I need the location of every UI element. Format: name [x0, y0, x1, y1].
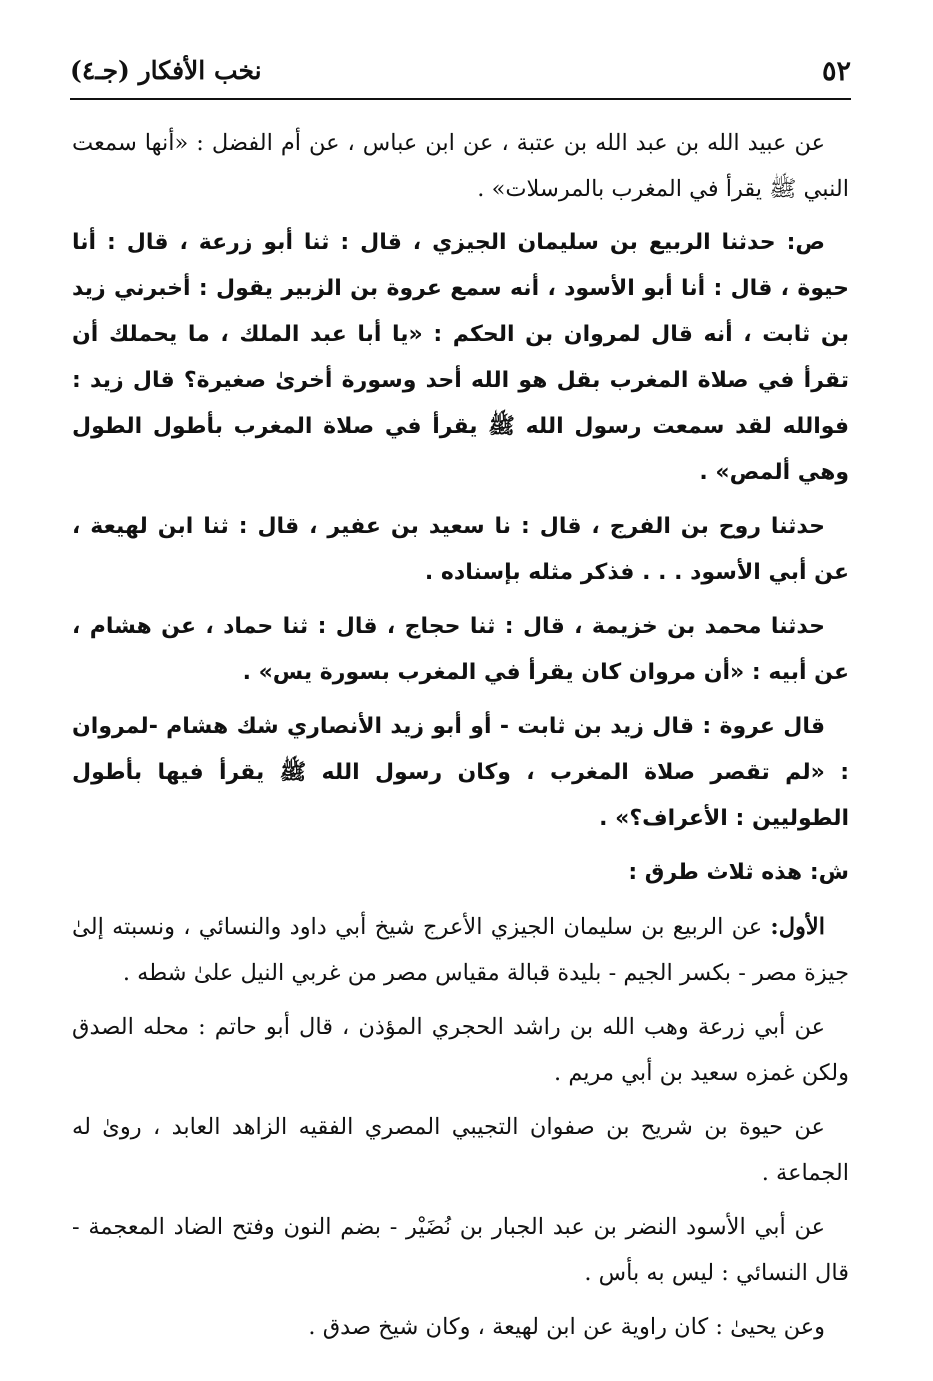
page-number: ٥٢ — [821, 56, 851, 87]
heading-text: ش: هذه ثلاث طرق : — [628, 860, 849, 885]
paragraph-11 — [72, 1304, 849, 1350]
paragraph-5 — [72, 704, 849, 842]
paragraph-text: عن حيوة بن شريح بن صفوان التجيبي المصري الفقيه الزاهد العابد ، روىٰ له الجماعة . — [72, 1114, 849, 1186]
page-header — [70, 52, 851, 98]
paragraph-text: عن أبي زرعة وهب الله بن راشد الحجري المؤذن ، قال أبو حاتم : محله الصدق ولكن غمزه سعيد بن أبي مريم . — [72, 1014, 849, 1086]
paragraph-text: حدثنا الربيع بن سليمان الجيزي ، قال : ثنا أبو زرعة ، قال : أنا حيوة ، قال : أنا أبو الأسود ، أنه سمع عروة بن الزبير يقول : أخبرني زيد بن ثابت ، أنه قال لمروان بن الحكم : «يا أبا عبد الملك ، ما يحملك أن تقرأ في صلاة المغرب بقل هو الله أحد وسورة أخرىٰ صغيرة؟ قال زيد : فوالله لقد سمعت رسول الله ﷺ يقرأ في صلاة المغرب بأطول الطول وهي ألمص» . — [72, 230, 849, 485]
paragraph-lead: الأول: — [770, 914, 826, 940]
paragraph-9 — [72, 1104, 849, 1196]
paragraph-8 — [72, 1004, 849, 1096]
paragraph-text: حدثنا روح بن الفرج ، قال : نا سعيد بن عفير ، قال : ثنا ابن لهيعة ، عن أبي الأسود . . . فذكر مثله بإسناده . — [72, 514, 849, 585]
running-title: نخب الأفكار (جـ٤) — [70, 56, 262, 85]
paragraph-3 — [72, 504, 849, 596]
paragraph-text: قال عروة : قال زيد بن ثابت - أو أبو زيد الأنصاري شك هشام -لمروان : «لم تقصر صلاة المغرب ، وكان رسول الله ﷺ يقرأ فيها بأطول الطوليين : الأعراف؟» . — [72, 714, 849, 831]
paragraph-text: عن عبيد الله بن عبد الله بن عتبة ، عن ابن عباس ، عن أم الفضل : «أنها سمعت النبي ﷺ يقرأ في المغرب بالمرسلات» . — [72, 130, 849, 202]
paragraph-10 — [72, 1204, 849, 1296]
paragraph-1 — [72, 120, 849, 212]
section-heading — [72, 850, 849, 896]
paragraph-text: عن الربيع بن سليمان الجيزي الأعرج شيخ أبي داود والنسائي ، ونسبته إلىٰ جيزة مصر - بكسر الجيم - بليدة قبالة مقياس مصر من غربي النيل علىٰ شطه . — [72, 914, 849, 986]
paragraph-7 — [72, 904, 849, 996]
paragraph-lead: ص: — [786, 230, 825, 255]
header-rule — [70, 98, 851, 100]
paragraph-text: وعن يحيىٰ : كان راوية عن ابن لهيعة ، وكان شيخ صدق . — [308, 1314, 825, 1340]
page-body — [72, 120, 849, 1358]
paragraph-2 — [72, 220, 849, 496]
paragraph-4 — [72, 604, 849, 696]
paragraph-text: عن أبي الأسود النضر بن عبد الجبار بن نُضَيْر - بضم النون وفتح الضاد المعجمة - قال النسائي : ليس به بأس . — [72, 1214, 849, 1286]
paragraph-text: حدثنا محمد بن خزيمة ، قال : ثنا حجاج ، قال : ثنا حماد ، عن هشام ، عن أبيه : «أن مروان كان يقرأ في المغرب بسورة يس» . — [72, 614, 849, 685]
